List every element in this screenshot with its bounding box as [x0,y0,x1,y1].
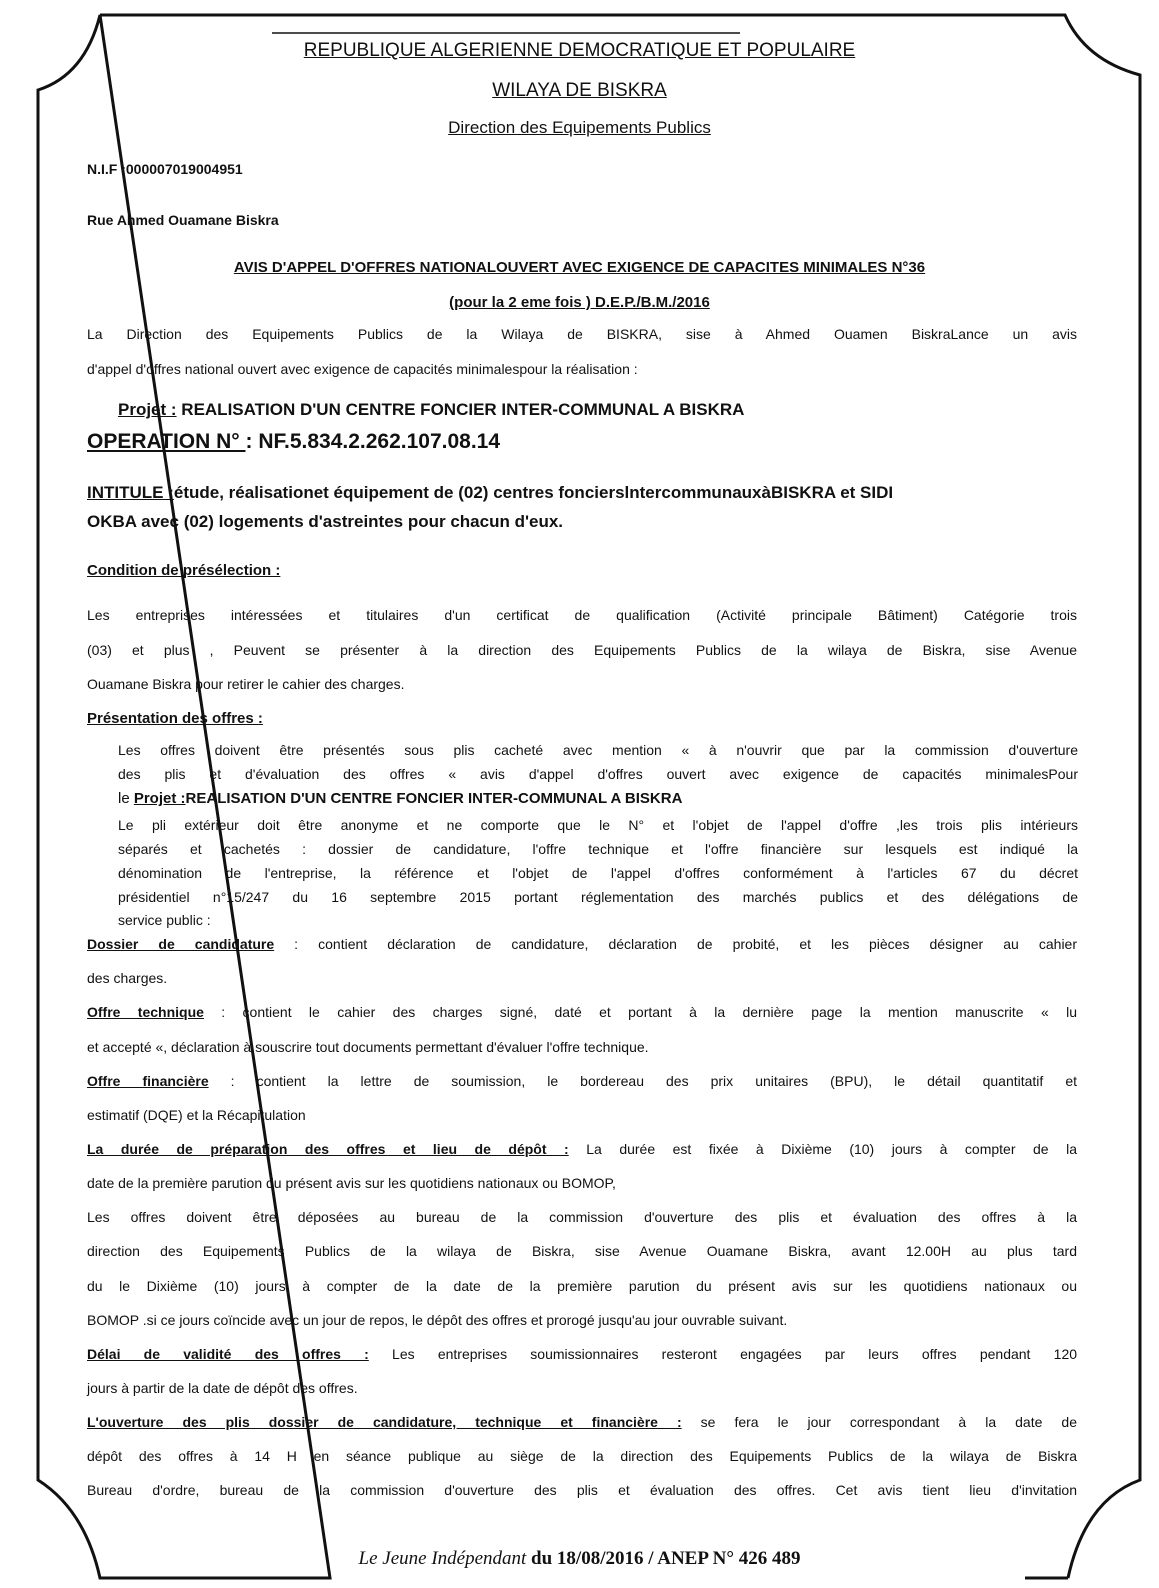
ouverture-text: se fera le jour correspondant à la date de [681,1414,1077,1430]
operation-line [87,430,500,454]
direction-heading: Direction des Equipements Publics [448,118,711,137]
technique-label: Offre technique [87,1004,204,1020]
operation-label: OPERATION N° [87,430,246,453]
financiere-line-2: estimatif (DQE) et la Récapitulation [87,1107,306,1123]
financiere-label: Offre financière [87,1073,209,1089]
ouverture-label: L'ouverture des plis dossier de candidature, technique et financière : [87,1414,682,1430]
presentation-line-7: présidentiel n°15/247 du 16 septembre 2015 portant réglementation des marchés publics et des délégations de [118,889,1078,905]
duree-line-4: direction des Equipements Publics de la wilaya de Biskra, sise Avenue Ouamane Biskra, avant 12.00H au plus tard [87,1243,1077,1259]
duree-line-3: Les offres doivent être déposées au bureau de la commission d'ouverture des plis et évaluation des offres à la [87,1209,1077,1225]
delai-line-2: jours à partir de la date de dépôt des offres. [87,1380,358,1396]
publication-details: du 18/08/2016 / ANEP N° 426 489 [526,1548,801,1569]
delai-label: Délai de validité des offres : [87,1346,369,1362]
presentation-line-6: dénomination de l'entreprise, la référence et l'objet de l'appel d'offres conformément à l'articles 67 du décret [118,865,1078,881]
technique-line-2: et accepté «, déclaration à souscrire tout documents permettant d'évaluer l'offre technique. [87,1039,649,1055]
dossier-label: Dossier de candidature [87,936,275,952]
notice-title: AVIS D'APPEL D'OFFRES NATIONALOUVERT AVEC EXIGENCE DE CAPACITES MINIMALES N°36 [233,259,926,276]
technique-line-1 [87,1004,1077,1020]
presentation-line-1: Les offres doivent être présentés sous plis cacheté avec mention « à n'ouvrir que par la commission d'ouverture [118,742,1078,758]
ouverture-line-3: Bureau d'ordre, bureau de la commission d'ouverture des plis et évaluation des offres. Cet avis tient lieu d'invitation [87,1482,1077,1498]
presentation-line-3 [118,790,1078,807]
presentation-heading: Présentation des offres : [87,710,263,727]
duree-text: La durée est fixée à Dixième (10) jours à compter de la [568,1141,1077,1157]
intitule-text: étude, réalisationet équipement de (02) centres foncierslntercommunauxàBISKRA et SIDI [173,483,894,502]
presentation-project-text: REALISATION D'UN CENTRE FONCIER INTER-COMMUNAL A BISKRA [185,790,683,807]
project-text: REALISATION D'UN CENTRE FONCIER INTER-COMMUNAL A BISKRA [176,400,745,419]
condition-heading: Condition de présélection : [87,562,281,579]
intitule-label: INTITULE : [87,483,174,502]
condition-line-2: (03) et plus , Peuvent se présenter à la direction des Equipements Publics de la wilaya de Biskra, sise Avenue [87,642,1077,658]
intitule-line-1 [87,483,1077,503]
presentation-line-5: séparés et cachetés : dossier de candidature, l'offre technique et l'offre financière sur lesquels est indiqué la [118,841,1078,857]
publication-footer [0,1548,1159,1570]
ouverture-line-2: dépôt des offres à 14 H en séance publique au siège de la direction des Equipements Publics de la wilaya de Biskra [87,1448,1077,1464]
dossier-line-2: des charges. [87,970,168,986]
intitule-line-2: OKBA avec (02) logements d'astreintes pour chacun d'eux. [87,512,564,531]
presentation-line-8: service public : [118,912,211,928]
nif: N.I.F :000007019004951 [87,161,243,177]
ouverture-line-1 [87,1414,1077,1430]
address: Rue Ahmed Ouamane Biskra [87,212,279,228]
intro-line-2: d'appel d'offres national ouvert avec exigence de capacités minimalespour la réalisation : [87,361,638,377]
operation-text: : NF.5.834.2.262.107.08.14 [245,430,501,453]
wilaya-heading: WILAYA DE BISKRA [492,80,667,101]
project-line [118,400,744,420]
condition-line-3: Ouamane Biskra pour retirer le cahier des charges. [87,676,405,692]
technique-text: : contient le cahier des charges signé, daté et portant à la dernière page la mention manuscrite « lu [203,1004,1077,1020]
duree-line-1 [87,1141,1077,1157]
condition-line-1: Les entreprises intéressées et titulaires d'un certificat de qualification (Activité principale Bâtiment) Catégorie trois [87,607,1077,623]
financiere-line-1 [87,1073,1077,1089]
intro-line-1: La Direction des Equipements Publics de la Wilaya de BISKRA, sise à Ahmed Ouamen BiskraLance un avis [87,326,1077,342]
project-label: Projet : [118,400,177,419]
presentation-line-2: des plis et d'évaluation des offres « avis d'appel d'offres ouvert avec exigence de capacités minimalesPour [118,766,1078,782]
presentation-project-label: Projet : [133,790,186,807]
republic-heading: REPUBLIQUE ALGERIENNE DEMOCRATIQUE ET POPULAIRE [303,40,856,61]
presentation-prefix: le [118,790,134,807]
duree-line-5: du le Dixième (10) jours à compter de la date de la première parution du présent avis sur les quotidiens nationaux ou [87,1278,1077,1294]
financiere-text: : contient la lettre de soumission, le bordereau des prix unitaires (BPU), le détail quantitatif et [208,1073,1077,1089]
duree-label: La durée de préparation des offres et lieu de dépôt : [87,1141,569,1157]
newspaper-name: Le Jeune Indépendant [358,1548,527,1569]
duree-line-2: date de la première parution du présent avis sur les quotidiens nationaux ou BOMOP, [87,1175,616,1191]
notice-subtitle: (pour la 2 eme fois ) D.E.P./B.M./2016 [449,294,710,311]
delai-text: Les entreprises soumissionnaires resteront engagées par leurs offres pendant 120 [368,1346,1078,1362]
dossier-text: : contient déclaration de candidature, déclaration de probité, et les pièces désigner au cahier [274,936,1078,952]
presentation-line-4: Le pli extérieur doit être anonyme et ne comporte que le N° et l'objet de l'appel d'offre ,les trois plis intérieurs [118,817,1078,833]
delai-line-1 [87,1346,1077,1362]
dossier-line-1 [87,936,1077,952]
duree-line-6: BOMOP .si ce jours coïncide avec un jour de repos, le dépôt des offres et prorogé jusqu'au jour ouvrable suivant. [87,1312,788,1328]
